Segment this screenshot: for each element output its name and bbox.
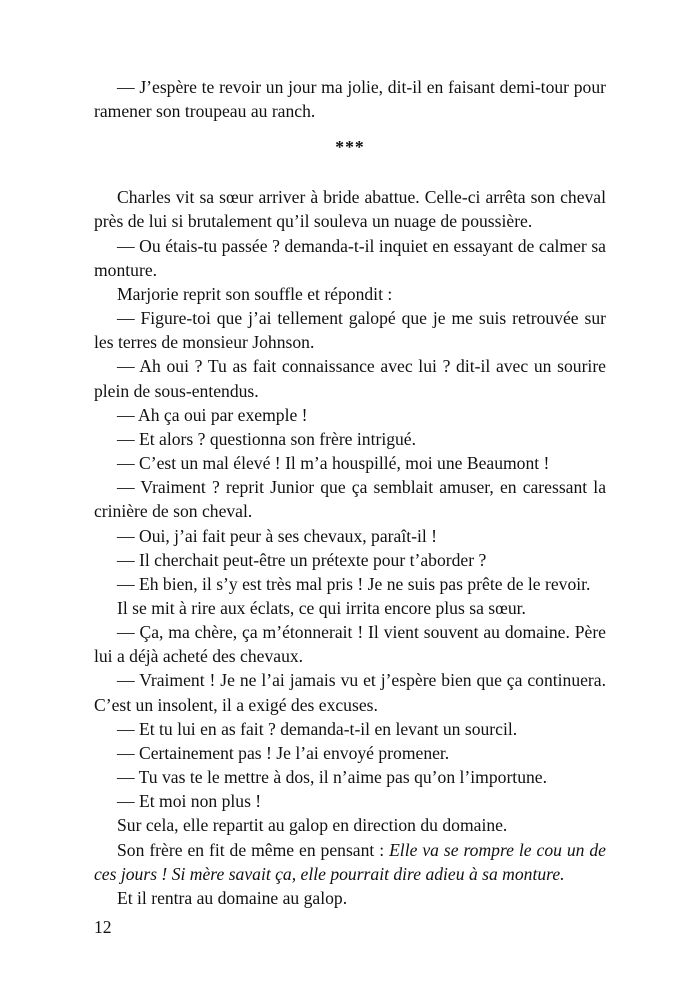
section-gap (94, 159, 606, 185)
paragraph: — C’est un mal élevé ! Il m’a houspillé, moi une Beaumont ! (117, 453, 550, 474)
paragraph: — Il cherchait peut-être un prétexte pour t’aborder ? (117, 549, 487, 570)
paragraph: — Ça, ma chère, ça m’étonnerait ! Il vient souvent au domaine. Père lui a déjà acheté des chevaux. (94, 622, 606, 667)
paragraph-with-italic-thought (94, 838, 606, 886)
paragraph: — Certainement pas ! Je l’ai envoyé promener. (117, 742, 450, 763)
page-body (94, 75, 606, 910)
paragraph: — Et alors ? questionna son frère intrigué. (117, 428, 417, 449)
paragraph: Charles vit sa sœur arriver à bride abattue. Celle-ci arrêta son cheval près de lui si brutalement qu’il souleva un nuage de poussière. (94, 187, 606, 232)
paragraph: — Ah oui ? Tu as fait connaissance avec lui ? dit-il avec un sourire plein de sous-entendus. (94, 356, 606, 401)
section-separator: *** (335, 137, 365, 158)
page-number: 12 (94, 917, 112, 937)
paragraph: — Oui, j’ai fait peur à ses chevaux, paraît-il ! (117, 525, 437, 546)
paragraph: Marjorie reprit son souffle et répondit : (117, 283, 393, 304)
paragraph: — Tu vas te le mettre à dos, il n’aime pas qu’on l’importune. (117, 767, 547, 788)
paragraph: — Eh bien, il s’y est très mal pris ! Je ne suis pas prête de le revoir. (117, 573, 591, 594)
italic-thought-text: Elle va se rompre le cou un de ces jours ! Si mère savait ça, elle pourrait dire adieu à sa monture. (94, 839, 606, 884)
paragraph: Il se mit à rire aux éclats, ce qui irrita encore plus sa sœur. (117, 597, 526, 618)
paragraph: — Ou étais-tu passée ? demanda-t-il inquiet en essayant de calmer sa monture. (94, 235, 606, 280)
paragraph: — Et tu lui en as fait ? demanda-t-il en levant un sourcil. (117, 718, 518, 739)
paragraph: — Ah ça oui par exemple ! (117, 404, 308, 425)
paragraph: Sur cela, elle repartit au galop en direction du domaine. (117, 815, 508, 836)
paragraph-plain-text: Son frère en fit de même en pensant : (117, 839, 390, 860)
paragraph: — Figure-toi que j’ai tellement galopé que je me suis retrouvée sur les terres de monsieur Johnson. (94, 308, 606, 353)
paragraph: — Vraiment ! Je ne l’ai jamais vu et j’espère bien que ça continuera. C’est un insolent, il a exigé des excuses. (94, 670, 606, 715)
paragraph: — Et moi non plus ! (117, 791, 262, 812)
paragraph: — Vraiment ? reprit Junior que ça semblait amuser, en caressant la crinière de son cheval. (94, 477, 606, 522)
paragraph: — J’espère te revoir un jour ma jolie, dit-il en faisant demi-tour pour ramener son troupeau au ranch. (94, 77, 606, 122)
paragraph: Et il rentra au domaine au galop. (117, 887, 348, 908)
